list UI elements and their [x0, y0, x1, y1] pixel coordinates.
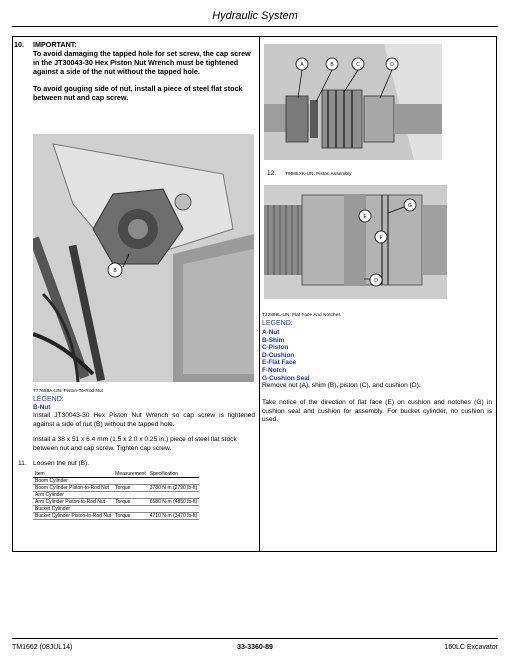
left-figure-caption: T77658A-UN: Piston-To-Rod Nut	[33, 389, 103, 394]
spec-cell: Arm Cylinder	[33, 492, 113, 499]
legend-item-piston: C-Piston	[262, 344, 289, 352]
left-legend-title: LEGEND:	[33, 396, 64, 403]
footer-manual-id: TM1662 (08JUL14)	[12, 644, 73, 651]
step-10-number: 10.	[14, 40, 24, 49]
piston-rod-nut-illustration	[33, 134, 254, 382]
right-legend-title: LEGEND:	[262, 320, 293, 327]
legend-item-cushion: D-Cushion	[262, 351, 295, 359]
legend-item-shim: B-Shim	[262, 336, 285, 344]
spec-header-measurement: Measurement	[115, 471, 146, 477]
column-divider	[259, 37, 260, 551]
callout-b: B	[113, 268, 117, 274]
left-paragraph-2: Install a 38 x 51 x 6.4 mm (1.5 x 2.0 x 0.25 in.) piece of steel flat stock between nut and cap screw. Tighten cap screw.	[33, 436, 237, 452]
important-text: To avoid damaging the tapped hole for set screw, the cap screw in the JT30043-30 Hex Piston Nut Wrench must be tightened against a side of the nut without the tapped hole.	[33, 49, 251, 77]
legend-item-nut: B-Nut	[33, 404, 51, 411]
right-legend	[262, 329, 442, 382]
right-figure-caption: T32898L-UN: Flat Face And Notches	[262, 313, 341, 318]
spec-cell: Bucket Cylinder	[33, 506, 113, 513]
table-row	[33, 478, 199, 485]
callout-c: C	[356, 62, 360, 68]
callout-e: E	[363, 214, 367, 220]
gouging-text: To avoid gouging side of nut, install a piece of steel flat stock between nut and cap screw.	[33, 84, 243, 103]
torque-spec-table	[33, 471, 199, 520]
spec-cell: Torque	[113, 513, 148, 520]
footer-page-number: 33-3360-89	[237, 644, 273, 651]
spec-header-item: Item	[33, 471, 113, 478]
spec-cell: Torque	[113, 485, 148, 492]
step-12-number: 12.	[267, 170, 277, 177]
table-row	[33, 499, 199, 506]
step-12-caption: T9585XK-UN: Piston Assembly	[285, 172, 352, 177]
step-11-number: 11.	[18, 460, 27, 467]
table-row	[33, 506, 199, 513]
spec-cell	[148, 478, 200, 485]
spec-cell	[113, 492, 148, 499]
right-paragraph-1: Remove nut (A), shim (B), piston (C), and cushion (D).	[262, 382, 421, 389]
spec-cell: 4710 N·m (3470 lb-ft)	[149, 513, 198, 519]
legend-item-notch: F-Notch	[262, 366, 287, 374]
spec-cell: 6580 N·m (4850 lb-ft)	[149, 499, 198, 505]
callout-f: F	[379, 235, 383, 241]
table-row	[33, 485, 199, 492]
table-row	[33, 513, 199, 520]
spec-cell	[113, 506, 148, 513]
piston-assembly-photo	[264, 44, 442, 160]
legend-item-cushion-seal: G-Cushion Seal	[262, 374, 310, 382]
spec-cell	[148, 506, 200, 513]
spec-cell: Boom Cylinder	[33, 478, 113, 485]
right-paragraph-2: Take notice of the direction of flat face (E) on cushion and notches (G) in cushion seal and cushion for assembly. For bucket cylinder, no cushion is used.	[262, 399, 492, 424]
left-legend	[33, 404, 254, 412]
spec-cell	[148, 492, 200, 499]
legend-item-flat-face: E-Flat Face	[262, 359, 297, 367]
table-row	[33, 492, 199, 499]
spec-cell	[113, 478, 148, 485]
spec-cell: Torque	[113, 499, 148, 506]
flat-face-notches-illustration	[264, 185, 447, 299]
page-title: Hydraulic System	[212, 10, 298, 22]
footer-model: 160LC Excavator	[444, 644, 498, 651]
spec-cell: Boom Cylinder Piston-to-Rod Nut	[33, 485, 113, 492]
step-11-text: Loosen the nut (B).	[33, 460, 90, 467]
header-rule	[12, 26, 498, 27]
left-paragraph-1: Install JT30043-30 Hex Piston Nut Wrench so cap screw is tightened against a side of nut (B) without the tapped hole.	[33, 412, 255, 428]
callout-d: D	[390, 62, 394, 68]
spec-header-specification: Specification	[148, 471, 200, 478]
legend-item-nut: A-Nut	[262, 329, 280, 336]
important-label: IMPORTANT:	[33, 40, 77, 49]
flat-face-notches-photo	[264, 185, 447, 299]
callout-a: A	[300, 62, 304, 68]
spec-cell: Bucket Cylinder Piston-to-Rod Nut	[35, 513, 112, 519]
callout-b: B	[330, 62, 334, 68]
piston-assembly-illustration	[264, 44, 442, 160]
spec-cell: 3780 N·m (2790 lb-ft)	[149, 485, 198, 491]
callout-g: G	[408, 203, 412, 209]
callout-d: D	[374, 278, 378, 284]
spec-cell: Arm Cylinder Piston-to-Rod Nut	[33, 499, 113, 506]
piston-rod-nut-photo	[33, 134, 254, 382]
footer-rule	[12, 638, 498, 639]
